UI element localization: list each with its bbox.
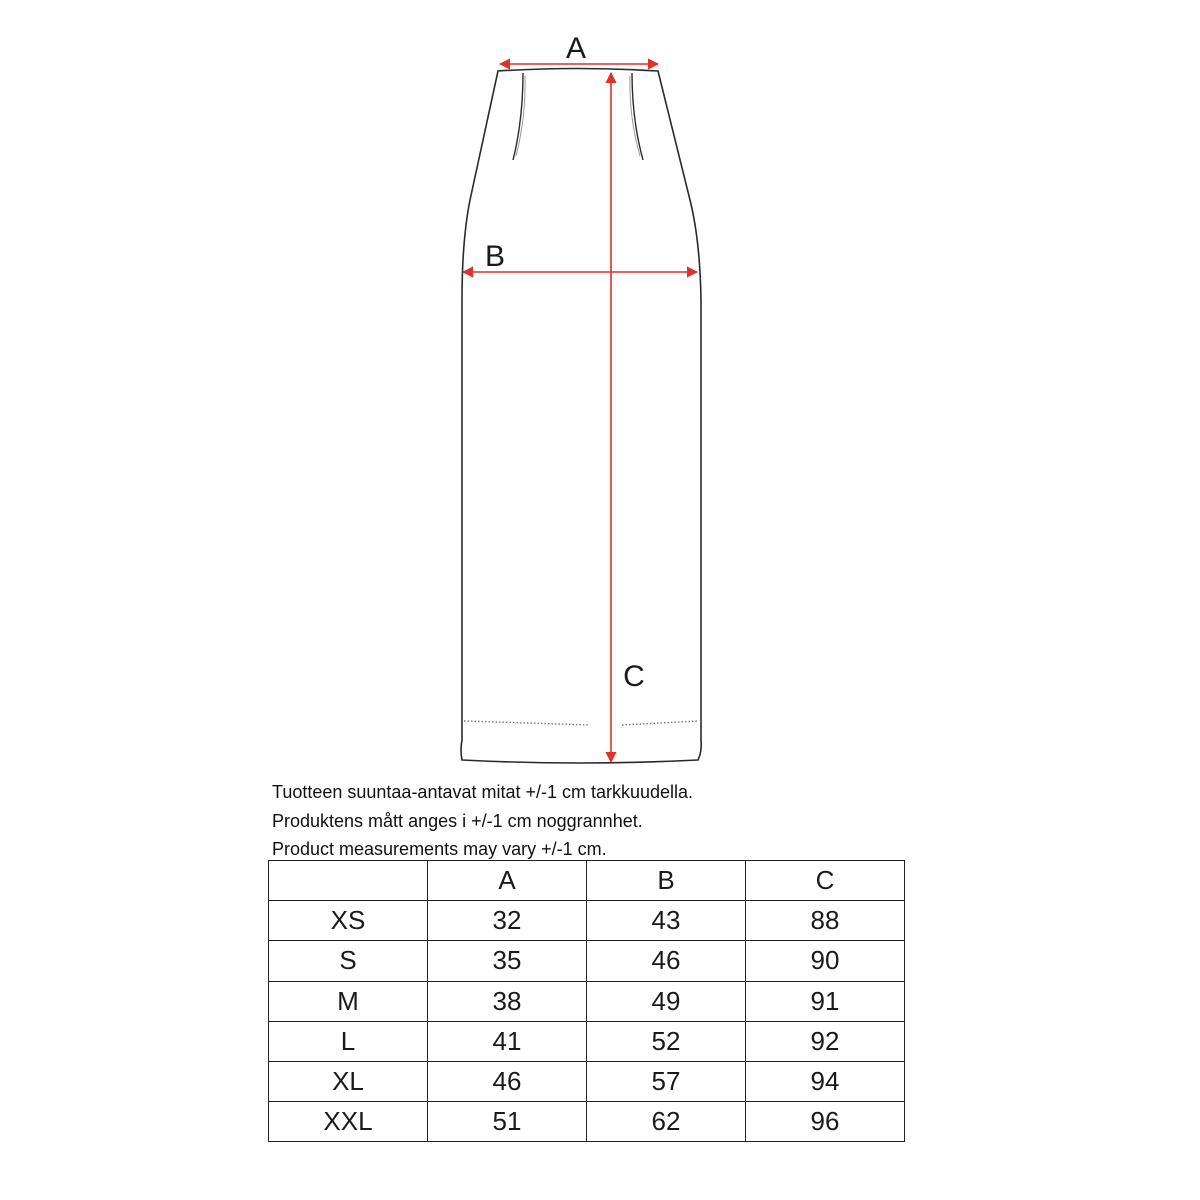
table-row bbox=[269, 1102, 905, 1142]
value-cell-c: 92 bbox=[746, 1021, 905, 1061]
size-chart-table bbox=[268, 860, 905, 1142]
size-cell: L bbox=[269, 1021, 428, 1061]
value-cell-a: 38 bbox=[428, 981, 587, 1021]
value-cell-b: 49 bbox=[587, 981, 746, 1021]
size-cell: XS bbox=[269, 901, 428, 941]
size-cell: S bbox=[269, 941, 428, 981]
table-row bbox=[269, 1061, 905, 1101]
table-header-row bbox=[269, 861, 905, 901]
value-cell-a: 46 bbox=[428, 1061, 587, 1101]
measurement-notes bbox=[272, 778, 912, 864]
note-swedish: Produktens mått anges i +/-1 cm noggrannhet. bbox=[272, 810, 643, 831]
value-cell-b: 43 bbox=[587, 901, 746, 941]
value-cell-c: 88 bbox=[746, 901, 905, 941]
value-cell-b: 62 bbox=[587, 1102, 746, 1142]
size-cell: XXL bbox=[269, 1102, 428, 1142]
skirt-outline bbox=[461, 69, 701, 764]
note-english: Product measurements may vary +/-1 cm. bbox=[272, 839, 607, 859]
header-cell-c: C bbox=[746, 861, 905, 901]
size-cell: XL bbox=[269, 1061, 428, 1101]
value-cell-c: 90 bbox=[746, 941, 905, 981]
value-cell-c: 94 bbox=[746, 1061, 905, 1101]
label-a: A bbox=[565, 32, 587, 65]
value-cell-b: 52 bbox=[587, 1021, 746, 1061]
table-row bbox=[269, 901, 905, 941]
value-cell-b: 46 bbox=[587, 941, 746, 981]
table-row bbox=[269, 981, 905, 1021]
value-cell-a: 41 bbox=[428, 1021, 587, 1061]
hem-stitch-left bbox=[464, 721, 590, 725]
label-b: B bbox=[484, 240, 506, 273]
table-row bbox=[269, 941, 905, 981]
label-c: C bbox=[623, 660, 645, 693]
size-cell: M bbox=[269, 981, 428, 1021]
header-cell-empty bbox=[269, 861, 428, 901]
value-cell-c: 96 bbox=[746, 1102, 905, 1142]
value-cell-b: 57 bbox=[587, 1061, 746, 1101]
note-finnish: Tuotteen suuntaa-antavat mitat +/-1 cm tarkkuudella. bbox=[272, 782, 694, 802]
header-cell-b: B bbox=[587, 861, 746, 901]
header-cell-a: A bbox=[428, 861, 587, 901]
value-cell-a: 51 bbox=[428, 1102, 587, 1142]
value-cell-c: 91 bbox=[746, 981, 905, 1021]
table-row bbox=[269, 1021, 905, 1061]
value-cell-a: 35 bbox=[428, 941, 587, 981]
value-cell-a: 32 bbox=[428, 901, 587, 941]
hem-stitch-right bbox=[622, 721, 698, 725]
